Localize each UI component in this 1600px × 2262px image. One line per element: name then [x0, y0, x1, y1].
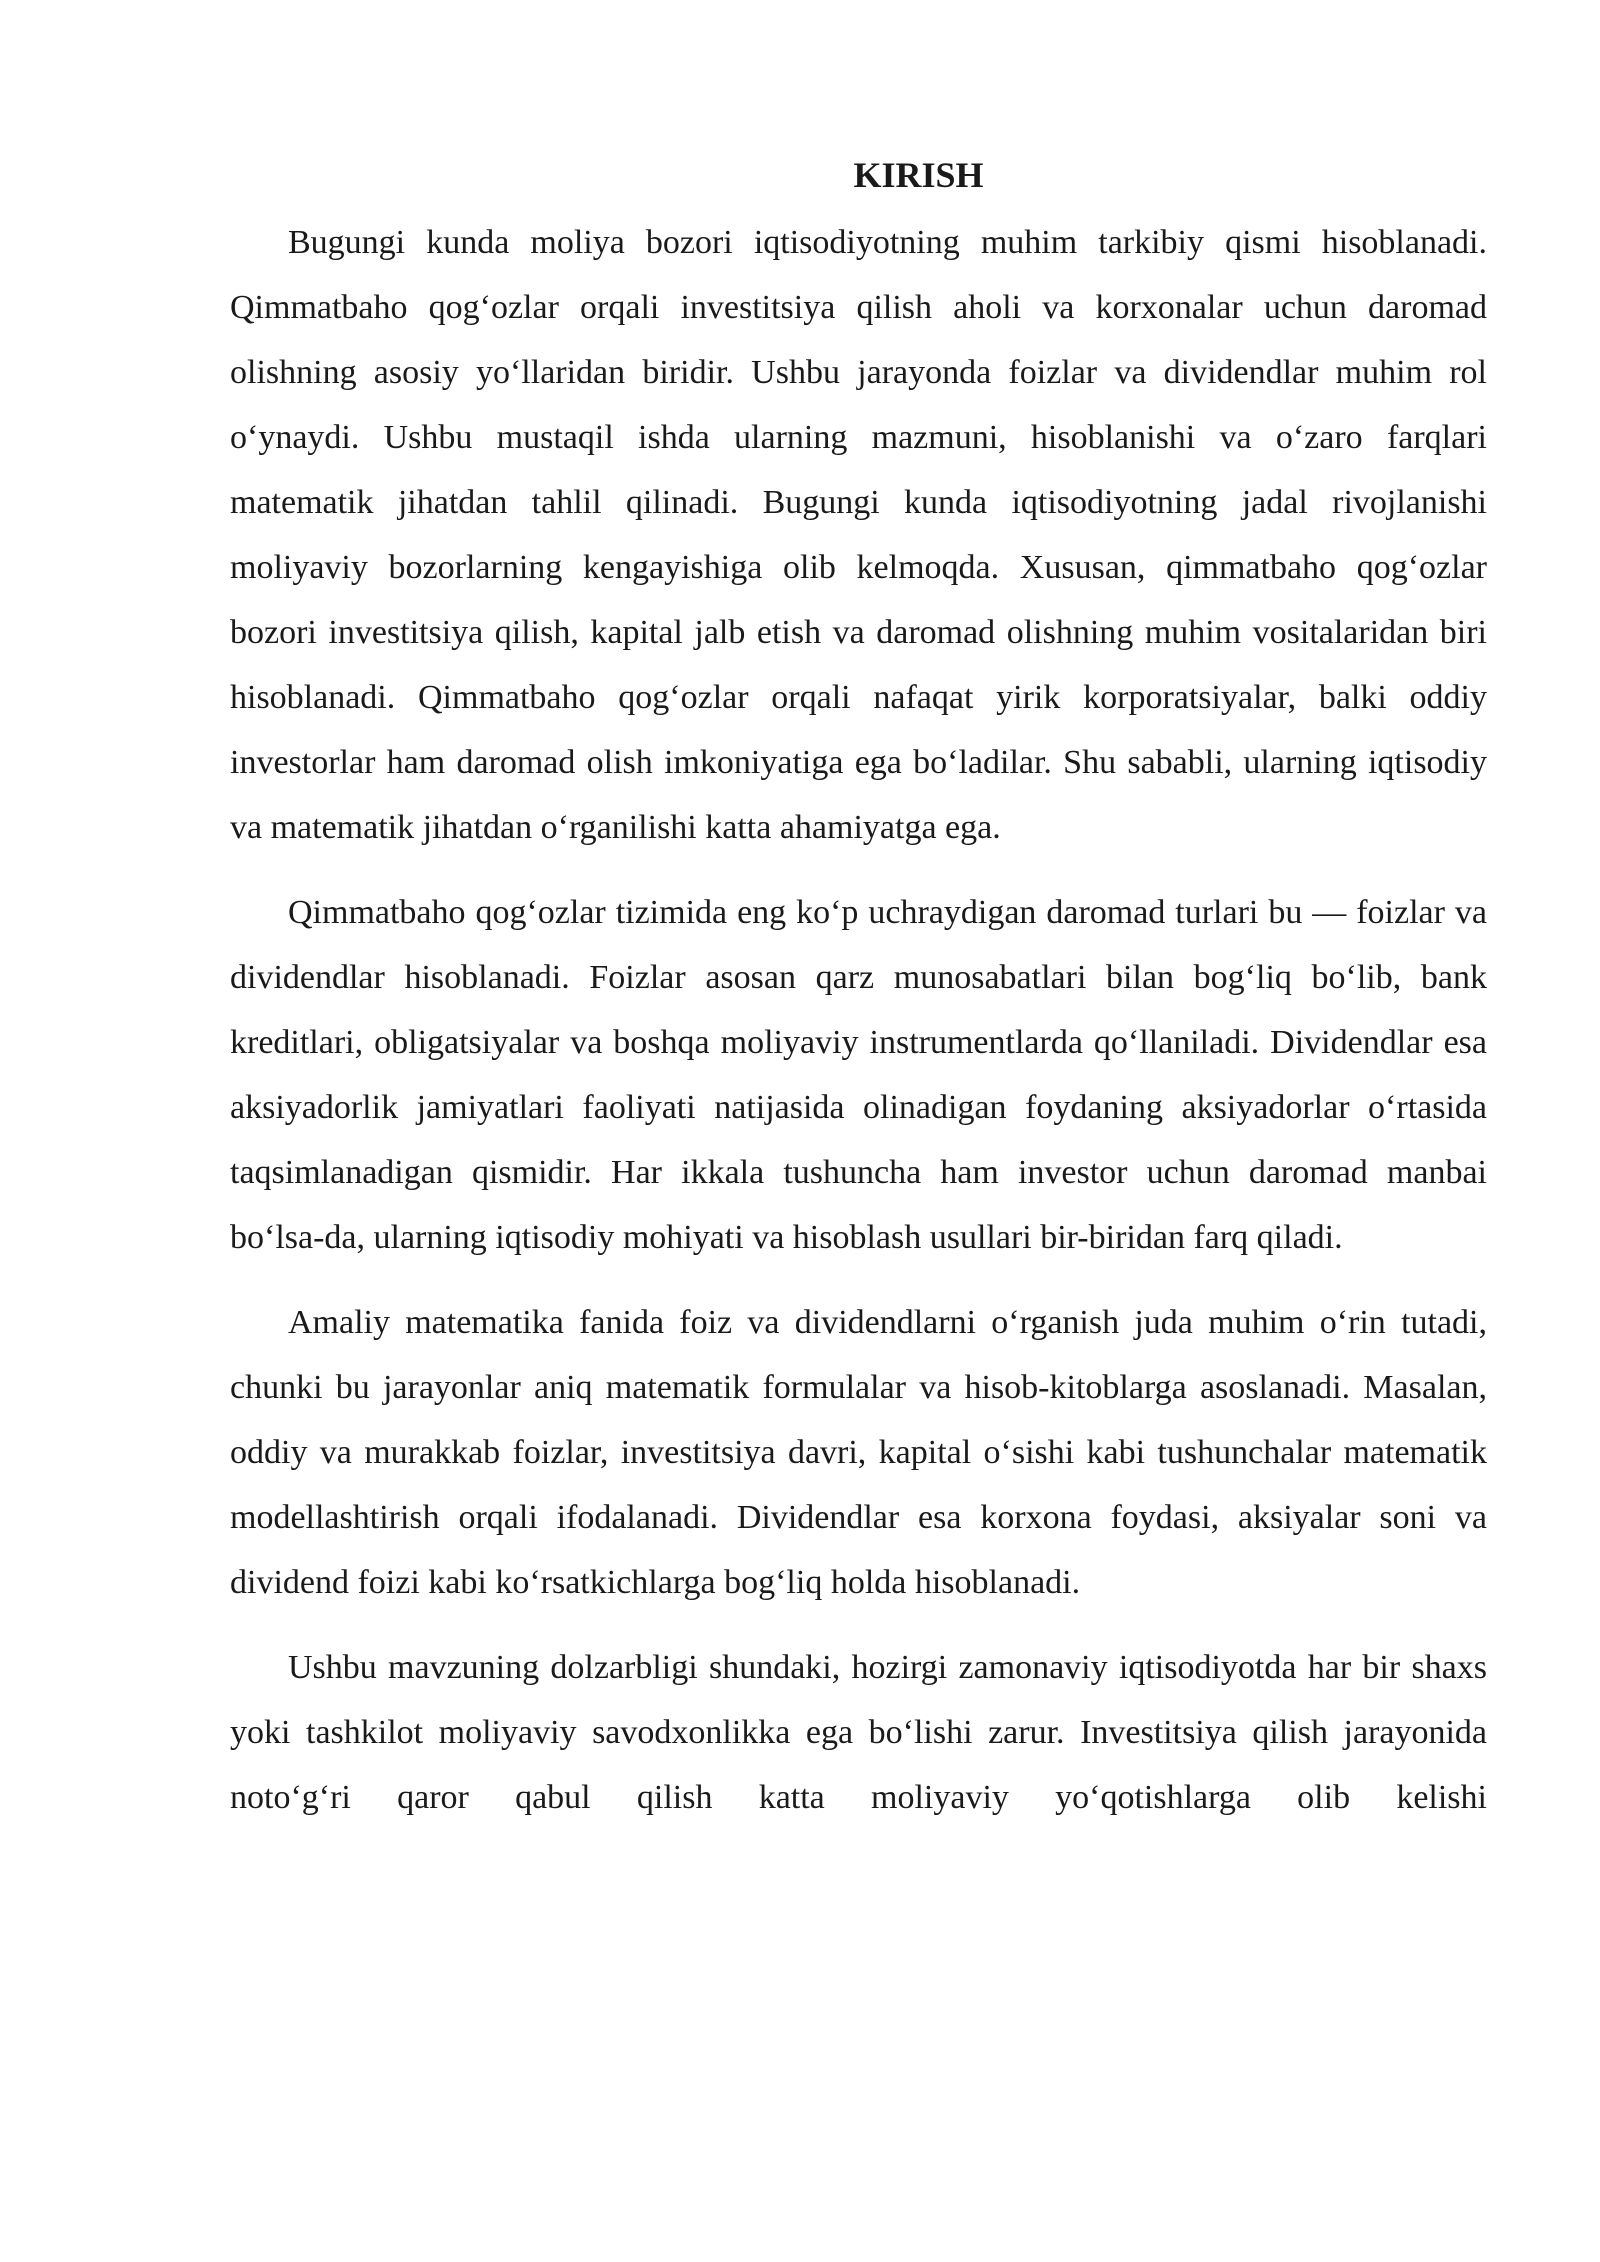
paragraph-1: Bugungi kunda moliya bozori iqtisodiyotning muhim tarkibiy qismi hisoblanadi. Qimmatbaho qog‘ozlar orqali investitsiya qilish aholi va korxonalar uchun daromad olishning asosiy yo‘llaridan biridir. Ushbu jarayonda foizlar va dividendlar muhim rol o‘ynaydi. Ushbu mustaqil ishda ularning mazmuni, hisoblanishi va o‘zaro farqlari matematik jihatdan tahlil qilinadi. Bugungi kunda iqtisodiyotning jadal rivojlanishi moliyaviy bozorlarning kengayishiga olib kelmoqda. Xususan, qimmatbaho qog‘ozlar bozori investitsiya qilish, kapital jalb etish va daromad olishning muhim vositalaridan biri hisoblanadi. Qimmatbaho qog‘ozlar orqali nafaqat yirik korporatsiyalar, balki oddiy investorlar ham daromad olish imkoniyatiga ega bo‘ladilar. Shu sababli, ularning iqtisodiy va matematik jihatdan o‘rganilishi katta ahamiyatga ega.	[230, 224, 1487, 846]
paragraph-4: Ushbu mavzuning dolzarbligi shundaki, hozirgi zamonaviy iqtisodiyotda har bir shaxs yoki tashkilot moliyaviy savodxonlikka ega bo‘lishi zarur. Investitsiya qilish jarayonida noto‘g‘ri qaror qabul qilish katta moliyaviy yo‘qotishlarga olib kelishi	[230, 1649, 1487, 1816]
section-heading: KIRISH	[853, 155, 984, 195]
paragraph-3: Amaliy matematika fanida foiz va dividendlarni o‘rganish juda muhim o‘rin tutadi, chunki bu jarayonlar aniq matematik formulalar va hisob-kitoblarga asoslanadi. Masalan, oddiy va murakkab foizlar, investitsiya davri, kapital o‘sishi kabi tushunchalar matematik modellashtirish orqali ifodalanadi. Dividendlar esa korxona foydasi, aksiyalar soni va dividend foizi kabi ko‘rsatkichlarga bog‘liq holda hisoblanadi.	[230, 1304, 1487, 1601]
paragraph-2: Qimmatbaho qog‘ozlar tizimida eng ko‘p uchraydigan daromad turlari bu — foizlar va dividendlar hisoblanadi. Foizlar asosan qarz munosabatlari bilan bog‘liq bo‘lib, bank kreditlari, obligatsiyalar va boshqa moliyaviy instrumentlarda qo‘llaniladi. Dividendlar esa aksiyadorlik jamiyatlari faoliyati natijasida olinadigan foydaning aksiyadorlar o‘rtasida taqsimlanadigan qismidir. Har ikkala tushuncha ham investor uchun daromad manbai bo‘lsa-da, ularning iqtisodiy mohiyati va hisoblash usullari bir-biridan farq qiladi.	[230, 894, 1487, 1256]
document-body	[230, 150, 1487, 1850]
